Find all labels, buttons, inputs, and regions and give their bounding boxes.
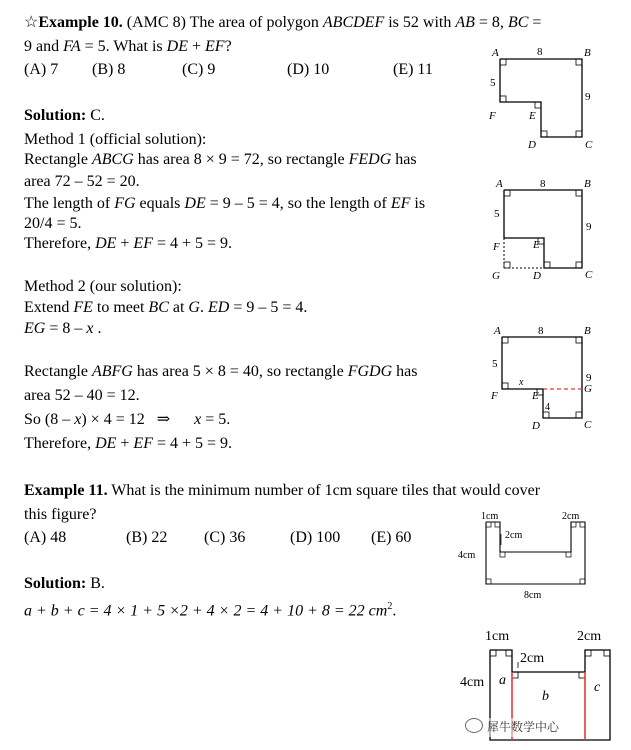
label-F: F: [489, 110, 496, 122]
label-2cm: 2cm: [562, 511, 580, 522]
label-B: B: [584, 325, 591, 337]
star-icon: ☆: [24, 14, 39, 31]
example10-title-line2: 9 and FA = 5. What is DE + EF?: [24, 38, 232, 55]
label-2cm-inner: 2cm: [520, 651, 545, 666]
example10-choice-a: (A) 7: [24, 61, 59, 78]
label-F: F: [493, 241, 500, 253]
example11-choice-c: (C) 36: [204, 529, 246, 546]
label-C: C: [584, 419, 592, 431]
method2-line3: Rectangle ABFG has area 5 × 8 = 40, so rectangle FGDG has: [24, 363, 418, 380]
example11-choice-b: (B) 22: [126, 529, 168, 546]
wechat-icon: [465, 718, 483, 733]
label-8cm: 8cm: [524, 590, 542, 601]
example10-solution: Solution: C.: [24, 107, 105, 124]
method2-heading: Method 2 (our solution):: [24, 278, 182, 295]
method2-line5: So (8 – x) × 4 = 12 ⇒ x = 5.: [24, 411, 231, 428]
label-D: D: [532, 420, 540, 432]
polygon-shape-1: [500, 59, 582, 137]
right-angle-mark: [500, 59, 506, 65]
label-D: D: [528, 139, 536, 151]
label-A: A: [494, 325, 501, 337]
label-2cm: 2cm: [577, 629, 602, 644]
label-5: 5: [492, 358, 498, 370]
label-b: b: [542, 689, 549, 704]
label-A: A: [492, 47, 499, 59]
label-4cm: 4cm: [458, 550, 476, 561]
label-4cm: 4cm: [460, 675, 485, 690]
watermark: 犀牛数学中心: [462, 718, 562, 737]
label-2cm-inner: 2cm: [505, 530, 523, 541]
right-angle-mark: [535, 102, 541, 108]
label-D: D: [533, 270, 541, 282]
implies-arrow-icon: ⇒: [156, 411, 171, 428]
right-angle-mark: [576, 59, 582, 65]
example10-choice-b: (B) 8: [92, 61, 126, 78]
label-4: 4: [545, 402, 550, 413]
polygon-shape-2: [504, 190, 582, 268]
example10-choice-d: (D) 10: [287, 61, 330, 78]
method1-heading: Method 1 (official solution):: [24, 131, 207, 148]
example10-choice-c: (C) 9: [182, 61, 216, 78]
label-x: x: [519, 377, 524, 388]
label-8: 8: [538, 325, 544, 337]
method2-line6: Therefore, DE + EF = 4 + 5 = 9.: [24, 435, 233, 452]
label-5: 5: [494, 208, 500, 220]
method1-line5: Therefore, DE + EF = 4 + 5 = 9.: [24, 235, 233, 252]
right-angle-mark: [541, 131, 547, 137]
method1-line4: 20/4 = 5.: [24, 215, 82, 232]
label-a: a: [499, 673, 506, 688]
example11-solution: Solution: B.: [24, 575, 105, 592]
label-9: 9: [586, 221, 592, 233]
example11-choice-d: (D) 100: [290, 529, 341, 546]
example11-choice-e: (E) 60: [371, 529, 412, 546]
method2-line1: Extend FE to meet BC at G. ED = 9 – 5 = 4.: [24, 299, 308, 316]
label-9: 9: [585, 91, 591, 103]
label-8: 8: [540, 178, 546, 190]
method2-line4: area 52 – 40 = 12.: [24, 387, 140, 404]
label-G: G: [584, 383, 592, 395]
label-E: E: [533, 239, 540, 251]
label-8: 8: [537, 46, 543, 58]
label-1cm: 1cm: [481, 511, 499, 522]
label-C: C: [585, 269, 593, 281]
tile-shape-small: [486, 522, 585, 584]
example10-title-line1: ☆Example 10. (AMC 8) The area of polygon ABCDEF is 52 with AB = 8, BC =: [24, 14, 542, 31]
method1-line1: Rectangle ABCG has area 8 × 9 = 72, so rectangle FEDG has: [24, 151, 417, 168]
label-G: G: [492, 270, 500, 282]
polygon-shape-3: [502, 337, 582, 418]
method1-line3: The length of FG equals DE = 9 – 5 = 4, so the length of EF is: [24, 195, 426, 212]
label-C: C: [585, 139, 593, 151]
label-F: F: [491, 390, 498, 402]
label-E: E: [532, 390, 539, 402]
example11-title-line2: this figure?: [24, 506, 97, 523]
right-angle-mark: [576, 131, 582, 137]
example11-title-line1: Example 11. What is the minimum number of 1cm square tiles that would cover: [24, 482, 541, 499]
label-B: B: [584, 178, 591, 190]
example11-solution-equation: a + b + c = 4 × 1 + 5 ×2 + 4 × 2 = 4 + 10 + 8 = 22 $cm^2$.: [24, 601, 397, 620]
method1-line2: area 72 – 52 = 20.: [24, 173, 140, 190]
label-c: c: [594, 680, 601, 695]
label-1cm: 1cm: [485, 629, 510, 644]
example11-choice-a: (A) 48: [24, 529, 67, 546]
method2-line2: EG = 8 – x .: [24, 320, 102, 337]
label-5: 5: [490, 77, 496, 89]
label-9: 9: [586, 372, 592, 384]
label-E: E: [529, 110, 536, 122]
right-angle-mark: [500, 96, 506, 102]
label-B: B: [584, 47, 591, 59]
label-A: A: [496, 178, 503, 190]
example10-choice-e: (E) 11: [393, 61, 433, 78]
